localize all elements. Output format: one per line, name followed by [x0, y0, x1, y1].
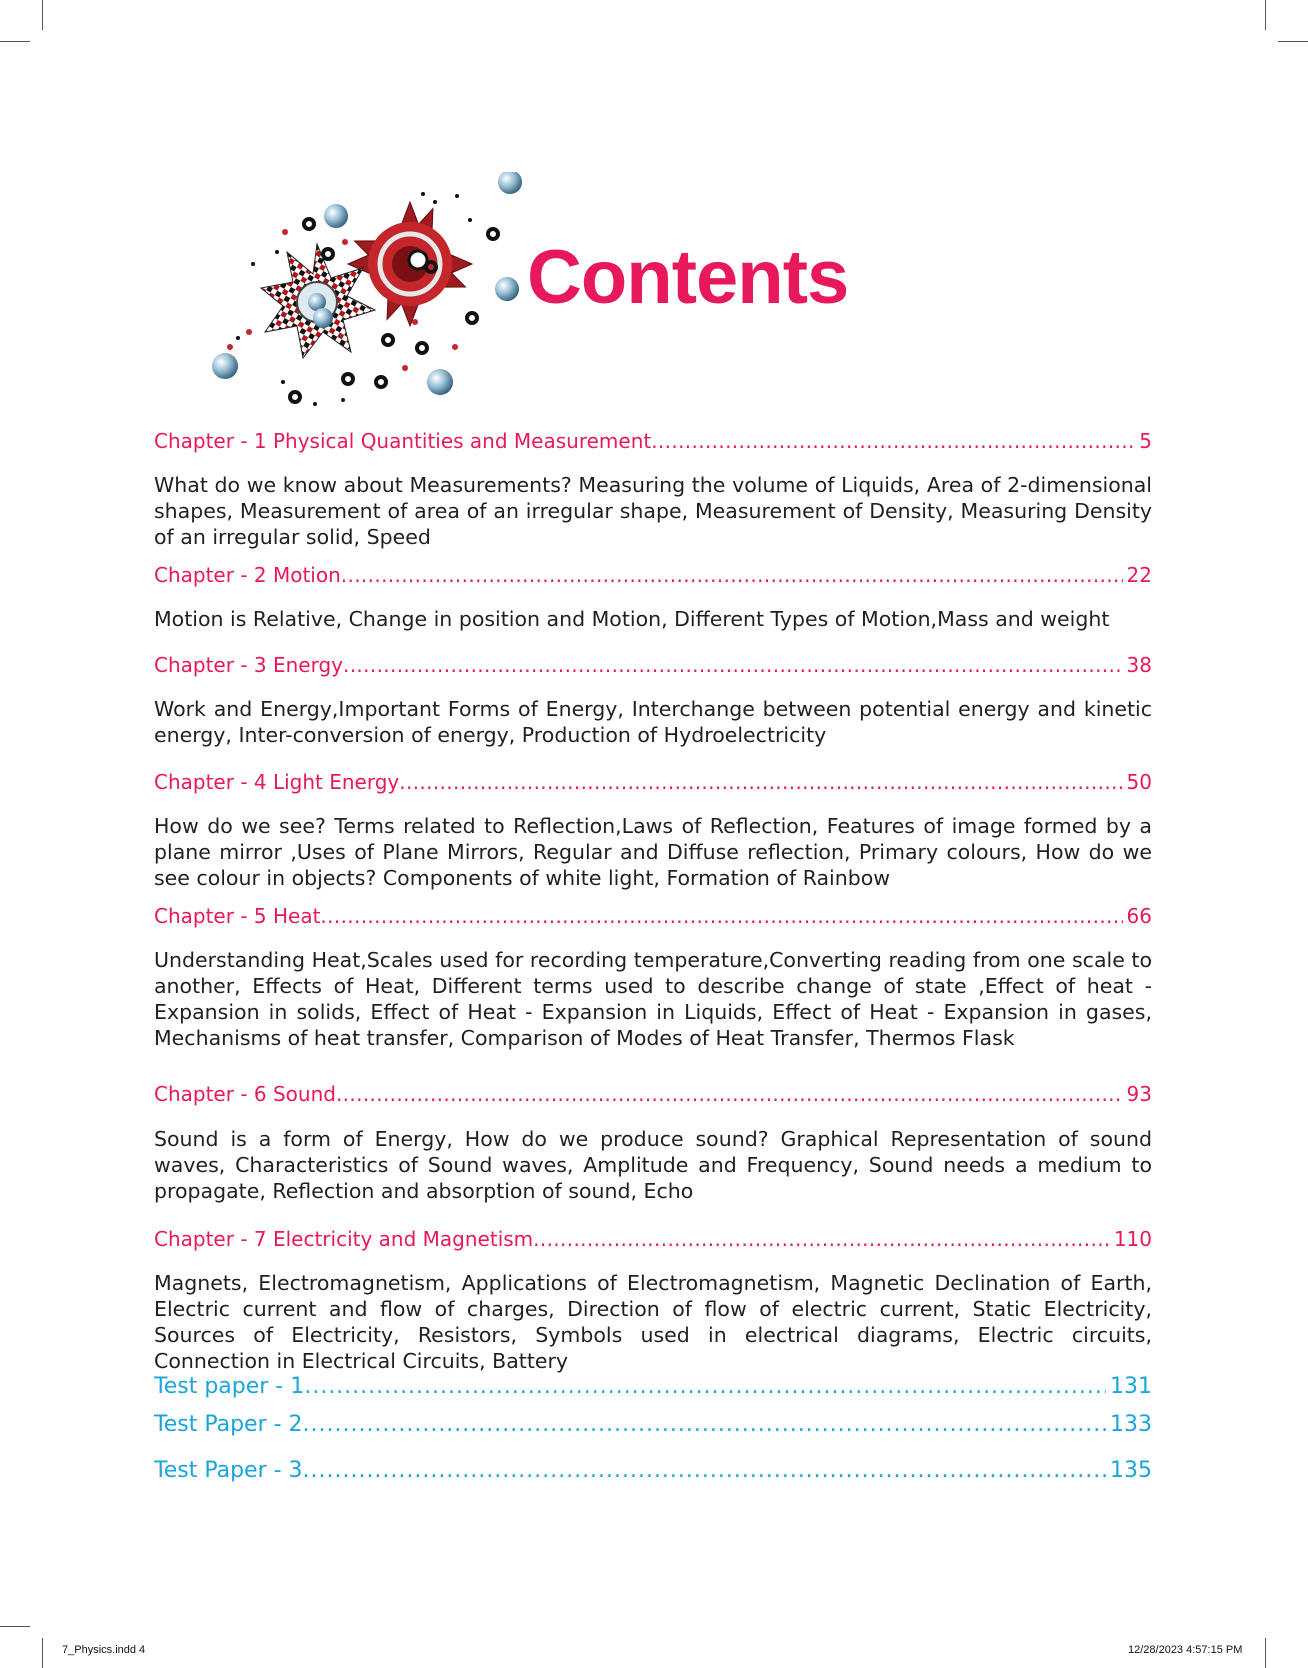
toc-entry-chapter-1[interactable] [154, 429, 1152, 453]
toc-entry-label: Test Paper - 2 [154, 1412, 303, 1437]
footer-timestamp: 12/28/2023 4:57:15 PM [1128, 1644, 1243, 1656]
toc-entry-topics: How do we see? Terms related to Reflection,Laws of Reflection, Features of image formed by a plane mirror ,Uses of Plane Mirrors, Regular and Diffuse reflection, Primary colours, How do we see colour in objects? Components of white light, Formation of Rainbow [154, 814, 1152, 890]
toc-entry-label: Chapter - 6 Sound [154, 1082, 336, 1106]
toc-entry-chapter-6[interactable] [154, 1082, 1152, 1106]
crop-mark [42, 1638, 43, 1668]
decorative-gears-logo-icon [205, 172, 525, 407]
toc-entry-label: Test Paper - 3 [154, 1458, 303, 1483]
toc-entry-label: Test paper - 1 [154, 1374, 305, 1399]
toc-entry-chapter-3[interactable] [154, 653, 1152, 677]
toc-entry-topics: Work and Energy,Important Forms of Energy, Interchange between potential energy and kinetic energy, Inter-conversion of energy, Production of Hydroelectricity [154, 697, 1152, 747]
toc-entry-page-number: 66 [1126, 904, 1152, 928]
toc-entry-page-number: 50 [1126, 770, 1152, 794]
dot-leader [341, 563, 1123, 587]
toc-entry-page-number: 22 [1126, 563, 1152, 587]
toc-entry-chapter-2[interactable] [154, 563, 1152, 587]
toc-entry-topics: What do we know about Measurements? Measuring the volume of Liquids, Area of 2-dimensional shapes, Measurement of area of an irregular shape, Measurement of Density, Measuring Density of an irregular solid, Speed [154, 473, 1152, 549]
toc-entry-chapter-5[interactable] [154, 904, 1152, 928]
toc-entry-page-number: 38 [1126, 653, 1152, 677]
footer-file-slug: 7_Physics.indd 4 [62, 1644, 146, 1656]
toc-entry-topics: Sound is a form of Energy, How do we produce sound? Graphical Representation of sound waves, Characteristics of Sound waves, Amplitude and Frequency, Sound needs a medium to propagate, Reflection and absorption of sound, Echo [154, 1127, 1152, 1203]
dot-leader [303, 1412, 1106, 1437]
dot-leader [343, 653, 1123, 677]
toc-entry-page-number: 133 [1110, 1412, 1152, 1437]
toc-entry-label: Chapter - 4 Light Energy [154, 770, 400, 794]
dot-leader [303, 1458, 1106, 1483]
toc-entry-label: Chapter - 2 Motion [154, 563, 341, 587]
toc-entry-topics: Motion is Relative, Change in position and Motion, Different Types of Motion,Mass and weight [154, 607, 1110, 631]
toc-entry-test-paper-3[interactable] [154, 1458, 1152, 1483]
crop-mark [1265, 0, 1266, 30]
toc-entry-topics: Magnets, Electromagnetism, Applications of Electromagnetism, Magnetic Declination of Earth, Electric current and flow of charges, Direction of flow of electric current, Static Electricity, Sources of Electricity, Resistors, Symbols used in electrical diagrams, Electric circuits, Connection in Electrical Circuits, Battery [154, 1271, 1152, 1373]
toc-entry-label: Chapter - 5 Heat [154, 904, 321, 928]
toc-entry-test-paper-1[interactable] [154, 1374, 1152, 1399]
toc-entry-label: Chapter - 3 Energy [154, 653, 343, 677]
toc-entry-label: Chapter - 7 Electricity and Magnetism [154, 1227, 534, 1251]
crop-mark [1278, 41, 1308, 42]
toc-entry-page-number: 131 [1110, 1374, 1152, 1399]
crop-mark [0, 41, 30, 42]
crop-mark [42, 0, 43, 30]
crop-mark [1265, 1638, 1266, 1668]
dot-leader [651, 429, 1135, 453]
dot-leader [533, 1227, 1110, 1251]
toc-entry-page-number: 135 [1110, 1458, 1152, 1483]
crop-mark [0, 1626, 30, 1627]
page-title: Contents [527, 235, 849, 320]
toc-entry-chapter-7[interactable] [154, 1227, 1152, 1251]
toc-entry-label: Chapter - 1 Physical Quantities and Measurement [154, 429, 652, 453]
dot-leader [336, 1082, 1123, 1106]
toc-entry-page-number: 5 [1139, 429, 1152, 453]
toc-entry-page-number: 110 [1113, 1227, 1152, 1251]
dot-leader [320, 904, 1122, 928]
toc-entry-topics: Understanding Heat,Scales used for recording temperature,Converting reading from one scale to another, Effects of Heat, Different terms used to describe change of state ,Effect of heat - Expansion in solids, Effect of Heat - Expansion in Liquids, Effect of Heat - Expansion in gases, Mechanisms of heat transfer, Comparison of Modes of Heat Transfer, Thermos Flask [154, 948, 1152, 1050]
toc-entry-test-paper-2[interactable] [154, 1412, 1152, 1437]
toc-entry-page-number: 93 [1126, 1082, 1152, 1106]
dot-leader [304, 1374, 1106, 1399]
dot-leader [399, 770, 1122, 794]
toc-entry-chapter-4[interactable] [154, 770, 1152, 794]
